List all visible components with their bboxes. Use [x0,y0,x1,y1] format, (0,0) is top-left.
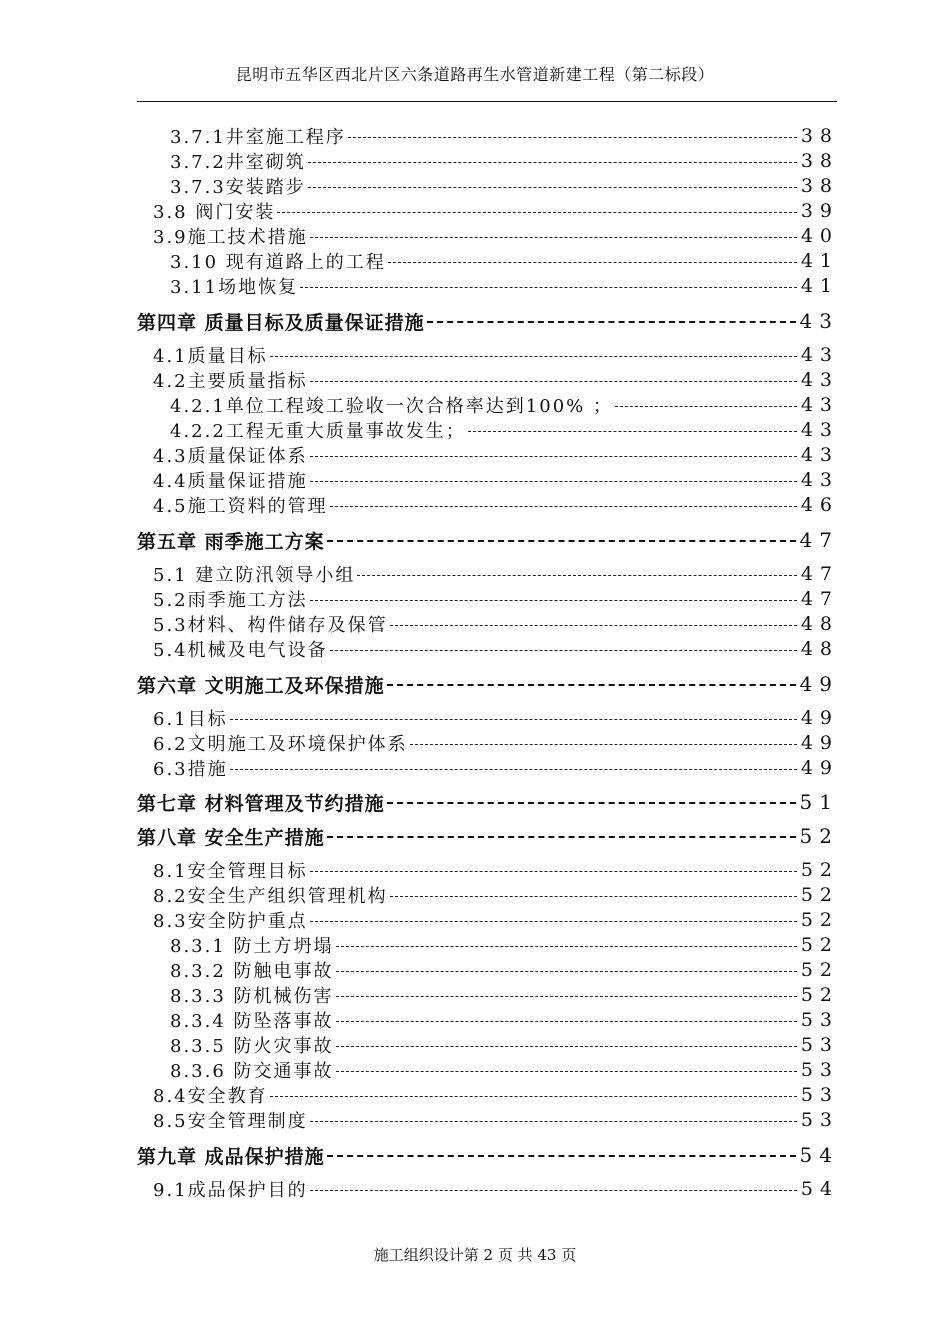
dot-leader [310,921,797,922]
dot-leader [387,684,796,686]
toc-section-entry[interactable] [170,249,839,273]
toc-page-number: 52 [799,824,839,848]
toc-section-entry[interactable] [153,562,839,586]
toc-entry-title: 4.5施工资料的管理 [153,496,328,517]
toc-entry-title: 3.7.2井室砌筑 [170,152,306,173]
toc-page-number: 39 [800,200,839,222]
dot-leader [387,802,796,804]
toc-entry-title: 8.3.3 防机械伤害 [170,986,334,1007]
toc-page-number: 49 [799,672,839,696]
toc-section-entry[interactable] [153,756,839,780]
toc-page-number: 54 [800,1178,839,1200]
toc-section-entry[interactable] [170,124,839,148]
toc-section-entry[interactable] [153,706,839,730]
dot-leader [348,137,797,138]
toc-section-entry[interactable] [153,1177,839,1201]
dot-leader [300,287,797,288]
dot-leader [230,769,797,770]
toc-page-number: 52 [800,959,839,981]
dot-leader [310,237,797,238]
toc-page-number: 53 [800,1084,839,1106]
toc-page-number: 43 [800,344,839,366]
toc-section-entry[interactable] [153,1083,839,1107]
dot-leader [336,996,797,997]
toc-chapter-entry[interactable] [137,528,839,553]
toc-section-entry[interactable] [170,274,839,298]
toc-page-number: 48 [800,613,839,635]
dot-leader [308,162,797,163]
dot-leader [410,744,797,745]
toc-section-entry[interactable] [170,393,839,417]
dot-leader [615,406,797,407]
toc-entry-title: 6.2文明施工及环境保护体系 [153,734,408,755]
toc-entry-title: 5.2雨季施工方法 [153,590,308,611]
toc-page-number: 38 [800,125,839,147]
toc-page-number: 51 [799,790,839,814]
toc-section-entry[interactable] [153,587,839,611]
toc-entry-title: 4.3质量保证体系 [153,446,308,467]
toc-entry-title: 3.9施工技术措施 [153,227,308,248]
toc-section-entry[interactable] [170,1058,839,1082]
page-footer: 施工组织设计第 2 页 共 43 页 [373,1246,577,1264]
dot-leader [310,871,797,872]
dot-leader [357,575,796,576]
dot-leader [336,1021,797,1022]
toc-section-entry[interactable] [153,612,839,636]
toc-chapter-entry[interactable] [137,824,839,849]
toc-page-number: 38 [800,175,839,197]
toc-page-number: 43 [800,469,839,491]
toc-entry-title: 3.11场地恢复 [170,277,299,298]
toc-chapter-entry[interactable] [137,790,839,815]
toc-entry-title: 8.3.5 防火灾事故 [170,1036,334,1057]
toc-chapter-entry[interactable] [137,672,839,697]
toc-page-number: 41 [800,250,839,272]
toc-section-entry[interactable] [170,983,839,1007]
dot-leader [270,1096,797,1097]
toc-entry-title: 8.3.4 防坠落事故 [170,1011,334,1032]
toc-section-entry[interactable] [153,368,839,392]
dot-leader [230,719,797,720]
dot-leader [427,321,796,323]
toc-page-number: 53 [800,1009,839,1031]
dot-leader [277,212,796,213]
toc-page-number: 53 [800,1109,839,1131]
toc-entry-title: 3.7.3安装踏步 [170,177,306,198]
toc-entry-title: 8.3安全防护重点 [153,911,308,932]
toc-entry-title: 5.1 建立防汛领导小组 [153,565,356,586]
toc-entry-title: 8.1安全管理目标 [153,861,308,882]
toc-page-number: 53 [800,1059,839,1081]
dot-leader [310,456,797,457]
toc-entry-title: 4.1质量目标 [153,346,268,367]
toc-page-number: 48 [800,638,839,660]
toc-page-number: 41 [800,275,839,297]
toc-page-number: 52 [800,984,839,1006]
toc-page-number: 43 [800,419,839,441]
toc-entry-title: 第八章 安全生产措施 [137,826,325,849]
toc-entry-title: 8.5安全管理制度 [153,1111,308,1132]
dot-leader [336,1071,797,1072]
toc-section-entry[interactable] [153,443,839,467]
dot-leader [310,600,797,601]
toc-entry-title: 第五章 雨季施工方案 [137,530,325,553]
toc-entry-title: 4.2主要质量指标 [153,371,308,392]
toc-section-entry[interactable] [153,858,839,882]
toc-entry-title: 第七章 材料管理及节约措施 [137,792,385,815]
toc-entry-title: 3.10 现有道路上的工程 [170,252,386,273]
toc-page-number: 43 [800,394,839,416]
toc-page-number: 52 [800,909,839,931]
dot-leader [336,946,797,947]
toc-page-number: 54 [799,1143,839,1167]
toc-entry-title: 8.3.1 防土方坍塌 [170,936,334,957]
toc-page-number: 43 [799,309,839,333]
toc-page-number: 46 [800,494,839,516]
toc-section-entry[interactable] [170,149,839,173]
toc-chapter-entry[interactable] [137,1143,839,1168]
toc-page-number: 49 [800,707,839,729]
toc-page-number: 52 [800,934,839,956]
dot-leader [310,481,797,482]
toc-entry-title: 6.3措施 [153,759,228,780]
toc-entry-title: 4.4质量保证措施 [153,471,308,492]
toc-page-number: 47 [799,528,839,552]
toc-entry-title: 3.7.1井室施工程序 [170,127,346,148]
dot-leader [327,540,796,542]
toc-page-number: 49 [800,732,839,754]
toc-entry-title: 6.1目标 [153,709,228,730]
toc-page-number: 38 [800,150,839,172]
toc-entry-title: 8.4安全教育 [153,1086,268,1107]
toc-entry-title: 8.3.2 防触电事故 [170,961,334,982]
toc-section-entry[interactable] [170,418,839,442]
dot-leader [327,1155,796,1157]
toc-section-entry[interactable] [170,174,839,198]
toc-entry-title: 3.8 阀门安装 [153,202,276,223]
dot-leader [388,262,797,263]
toc-section-entry[interactable] [153,883,839,907]
toc-section-entry[interactable] [170,1033,839,1057]
toc-page-number: 43 [800,444,839,466]
toc-section-entry[interactable] [170,1008,839,1032]
toc-page-number: 49 [800,757,839,779]
toc-entry-title: 第九章 成品保护措施 [137,1145,325,1168]
toc-page-number: 52 [800,859,839,881]
toc-page-number: 47 [800,563,839,585]
dot-leader [330,506,797,507]
toc-entry-title: 第六章 文明施工及环保措施 [137,674,385,697]
toc-section-entry[interactable] [153,343,839,367]
toc-section-entry[interactable] [153,637,839,661]
toc-chapter-entry[interactable] [137,309,839,334]
dot-leader [270,356,797,357]
toc-entry-title: 8.2安全生产组织管理机构 [153,886,388,907]
toc-section-entry[interactable] [153,224,839,248]
toc-page-number: 43 [800,369,839,391]
toc-section-entry[interactable] [153,199,839,223]
dot-leader [327,836,796,838]
toc-entry-title: 8.3.6 防交通事故 [170,1061,334,1082]
page-header: 昆明市五华区西北片区六条道路再生水管道新建工程（第二标段） [235,65,715,84]
toc-entry-title: 5.3材料、构件储存及保管 [153,615,388,636]
toc-section-entry[interactable] [170,958,839,982]
toc-entry-title: 4.2.2工程无重大质量事故发生； [170,421,466,442]
toc-page-number: 52 [800,884,839,906]
toc-section-entry[interactable] [153,493,839,517]
dot-leader [468,431,797,432]
dot-leader [390,625,797,626]
toc-page-number: 47 [800,588,839,610]
toc-entry-title: 5.4机械及电气设备 [153,640,328,661]
toc-entry-title: 4.2.1单位工程竣工验收一次合格率达到100% ； [170,396,613,417]
dot-leader [390,896,797,897]
toc-section-entry[interactable] [153,908,839,932]
toc-page-number: 40 [800,225,839,247]
dot-leader [336,971,797,972]
dot-leader [310,1190,797,1191]
toc-entry-title: 9.1成品保护目的 [153,1180,308,1201]
toc-entry-title: 第四章 质量目标及质量保证措施 [137,311,425,334]
dot-leader [330,650,797,651]
dot-leader [336,1046,797,1047]
dot-leader [310,1121,797,1122]
toc-page-number: 53 [800,1034,839,1056]
toc-section-entry[interactable] [170,933,839,957]
toc-section-entry[interactable] [153,1108,839,1132]
toc-section-entry[interactable] [153,468,839,492]
dot-leader [310,381,797,382]
toc-section-entry[interactable] [153,731,839,755]
dot-leader [308,187,797,188]
